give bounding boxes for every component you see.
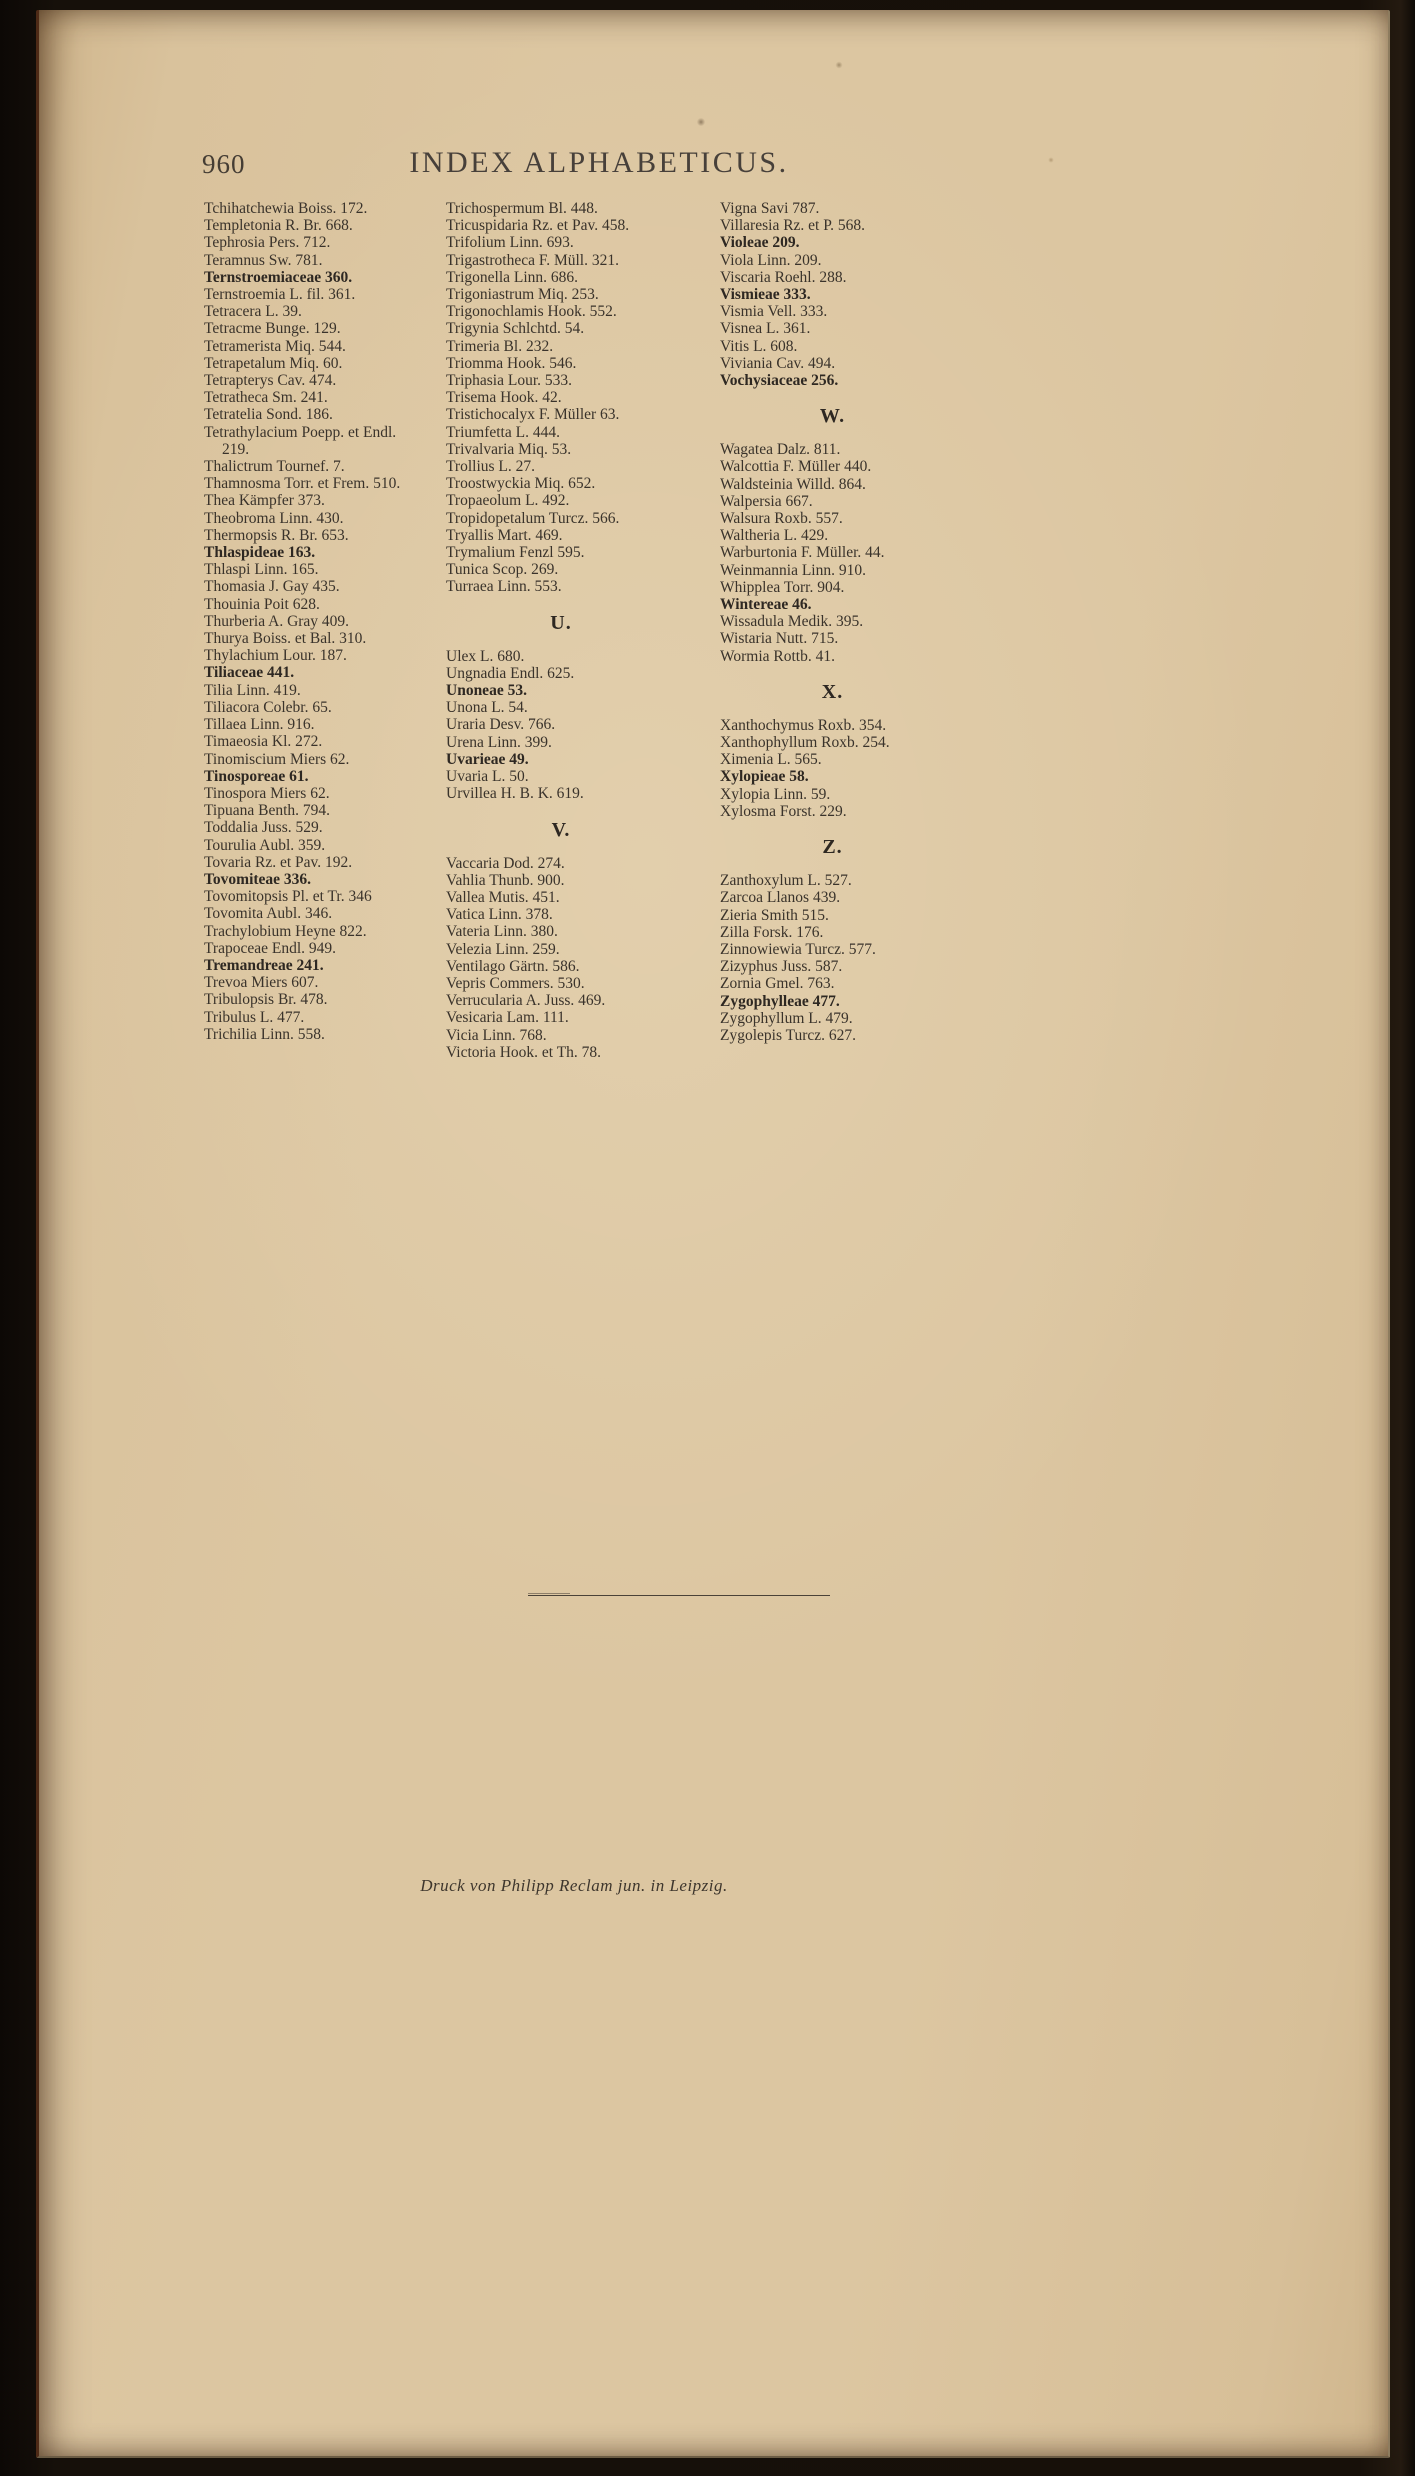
index-entry: Weinmannia Linn. 910. xyxy=(720,561,866,579)
index-entry: Tryallis Mart. 469. xyxy=(446,526,563,544)
index-entry: Trigastrotheca F. Müll. 321. xyxy=(446,251,619,269)
index-column xyxy=(720,200,945,1044)
index-entry: Tetrapterys Cav. 474. xyxy=(204,372,337,390)
index-entry: Triomma Hook. 546. xyxy=(446,354,577,372)
section-letter: U. xyxy=(550,611,572,634)
index-entry: Trigonochlamis Hook. 552. xyxy=(446,303,617,321)
index-entry: Tovomita Aubl. 346. xyxy=(204,905,333,923)
index-entry: Urena Linn. 399. xyxy=(446,733,552,751)
index-entry: Ternstroemia L. fil. 361. xyxy=(204,286,356,304)
index-entry: Vateria Linn. 380. xyxy=(446,923,558,941)
index-entry: Trigonella Linn. 686. xyxy=(446,268,579,286)
index-entry: Zanthoxylum L. 527. xyxy=(720,872,852,890)
index-entry: Tiliacora Colebr. 65. xyxy=(204,698,332,716)
index-entry: Theobroma Linn. 430. xyxy=(204,509,344,527)
index-entry: Vepris Commers. 530. xyxy=(446,974,585,992)
index-entry: Tilia Linn. 419. xyxy=(204,681,301,699)
index-entry: Thamnosma Torr. et Frem. 510. xyxy=(204,475,401,493)
index-entry: Tetrapetalum Miq. 60. xyxy=(204,354,343,372)
section-letter: Z. xyxy=(822,836,843,859)
index-entry: Tovomitopsis Pl. et Tr. 346 xyxy=(204,888,372,906)
index-entry: Thylachium Lour. 187. xyxy=(204,647,347,665)
index-entry: Vahlia Thunb. 900. xyxy=(446,871,565,889)
index-entry: Zizyphus Juss. 587. xyxy=(720,958,843,976)
index-entry: Tinomiscium Miers 62. xyxy=(204,750,350,768)
index-entry: Trifolium Linn. 693. xyxy=(446,234,574,252)
index-entry: Tchihatchewia Boiss. 172. xyxy=(204,200,368,217)
index-entry: Tetracera L. 39. xyxy=(204,303,302,321)
index-entry: Thurberia A. Gray 409. xyxy=(204,612,350,630)
index-entry: Troostwyckia Miq. 652. xyxy=(446,475,596,493)
index-entry: Trisema Hook. 42. xyxy=(446,389,562,407)
index-entry: Thalictrum Tournef. 7. xyxy=(204,458,345,476)
index-entry: Tunica Scop. 269. xyxy=(446,561,559,579)
index-entry: Uraria Desv. 766. xyxy=(446,716,556,734)
index-entry: Trevoa Miers 607. xyxy=(204,974,319,992)
index-entry: Tillaea Linn. 916. xyxy=(204,716,315,734)
index-entry: Zinnowiewia Turcz. 577. xyxy=(720,940,876,958)
index-entry: Velezia Linn. 259. xyxy=(446,940,560,958)
index-entry: Walpersia 667. xyxy=(720,492,813,510)
index-entry: Vismieae 333. xyxy=(720,286,811,304)
index-entry: Thea Kämpfer 373. xyxy=(204,492,325,510)
index-entry: Zarcoa Llanos 439. xyxy=(720,889,841,907)
index-entry: Turraea Linn. 553. xyxy=(446,578,562,596)
index-entry: Verrucularia A. Juss. 469. xyxy=(446,992,606,1010)
index-column xyxy=(204,200,409,1043)
book-page xyxy=(36,10,1390,2458)
index-entry: Toddalia Juss. 529. xyxy=(204,819,323,837)
index-entry: Villaresia Rz. et P. 568. xyxy=(720,217,866,235)
index-entry: Teramnus Sw. 781. xyxy=(204,251,323,269)
index-entry: Zieria Smith 515. xyxy=(720,906,829,924)
index-entry: Vismia Vell. 333. xyxy=(720,303,828,321)
index-entry: Violeae 209. xyxy=(720,234,800,252)
index-entry: Vicia Linn. 768. xyxy=(446,1026,547,1044)
index-entry: Wintereae 46. xyxy=(720,596,812,614)
index-entry: Trimeria Bl. 232. xyxy=(446,337,554,355)
index-entry: Tipuana Benth. 794. xyxy=(204,802,331,820)
index-entry: Visnea L. 361. xyxy=(720,320,811,338)
index-entry: Tribulopsis Br. 478. xyxy=(204,991,328,1009)
index-entry: Vaccaria Dod. 274. xyxy=(446,854,565,872)
index-entry: Victoria Hook. et Th. 78. xyxy=(446,1043,602,1061)
index-entry: Vatica Linn. 378. xyxy=(446,906,553,924)
index-entry: Tribulus L. 477. xyxy=(204,1008,305,1026)
index-entry: Ungnadia Endl. 625. xyxy=(446,664,575,682)
index-entry: Tourulia Aubl. 359. xyxy=(204,836,326,854)
footer-divider-rule xyxy=(528,1595,830,1596)
index-entry: Tephrosia Pers. 712. xyxy=(204,234,331,252)
index-entry: Ulex L. 680. xyxy=(446,647,525,665)
index-entry: Xylopieae 58. xyxy=(720,768,809,786)
index-entry: Zilla Forsk. 176. xyxy=(720,923,824,941)
index-entry: Wormia Rottb. 41. xyxy=(720,647,835,665)
index-entry: Templetonia R. Br. 668. xyxy=(204,217,353,235)
index-entry: Tetramerista Miq. 544. xyxy=(204,337,346,355)
index-entry: Waltheria L. 429. xyxy=(720,527,829,545)
index-entry: Trichospermum Bl. 448. xyxy=(446,200,598,217)
index-entry: Vesicaria Lam. 111. xyxy=(446,1009,569,1027)
index-entry: Trapoceae Endl. 949. xyxy=(204,939,337,957)
index-entry: Wistaria Nutt. 715. xyxy=(720,630,839,648)
index-entry: Trichilia Linn. 558. xyxy=(204,1025,325,1043)
index-entry: Thurya Boiss. et Bal. 310. xyxy=(204,630,367,648)
index-entry: Triumfetta L. 444. xyxy=(446,423,560,441)
index-entry: Unoneae 53. xyxy=(446,682,527,700)
index-entry: Vallea Mutis. 451. xyxy=(446,888,560,906)
index-entry: Viscaria Roehl. 288. xyxy=(720,268,847,286)
index-entry: Whipplea Torr. 904. xyxy=(720,578,845,596)
index-entry: Tovaria Rz. et Pav. 192. xyxy=(204,853,353,871)
index-entry: Trollius L. 27. xyxy=(446,458,536,476)
index-entry: Thouinia Poit 628. xyxy=(204,595,320,613)
index-entry: Unona L. 54. xyxy=(446,699,528,717)
index-entry: Walsura Roxb. 557. xyxy=(720,510,843,528)
section-letter: W. xyxy=(819,405,846,428)
page-number: 960 xyxy=(202,149,246,179)
section-letter: X. xyxy=(821,680,844,703)
index-entry: Viola Linn. 209. xyxy=(720,251,822,269)
index-entry: Xanthochymus Roxb. 354. xyxy=(720,716,887,734)
index-column xyxy=(446,200,676,1061)
index-entry: Thlaspi Linn. 165. xyxy=(204,561,319,579)
index-entry: Tinospora Miers 62. xyxy=(204,784,330,802)
printer-imprint: Druck von Philipp Reclam jun. in Leipzig. xyxy=(420,1876,728,1895)
index-entry: Timaeosia Kl. 272. xyxy=(204,733,323,751)
index-entry: Zornia Gmel. 763. xyxy=(720,975,835,993)
index-entry: Tiliaceae 441. xyxy=(204,664,295,682)
index-entry: Tricuspidaria Rz. et Pav. 458. xyxy=(446,217,630,235)
index-entry: Wissadula Medik. 395. xyxy=(720,613,864,631)
index-entry: Triphasia Lour. 533. xyxy=(446,372,573,390)
index-entry: Trachylobium Heyne 822. xyxy=(204,922,367,940)
index-entry: Tetracme Bunge. 129. xyxy=(204,320,341,338)
index-entry: Ventilago Gärtn. 586. xyxy=(446,957,580,975)
index-entry: Vitis L. 608. xyxy=(720,337,798,355)
index-entry: Tetratelia Sond. 186. xyxy=(204,406,333,424)
index-entry: Warburtonia F. Müller. 44. xyxy=(720,544,885,562)
index-entry: Trigynia Schlchtd. 54. xyxy=(446,320,585,338)
index-entry: Viviania Cav. 494. xyxy=(720,354,836,372)
index-entry: Xylopia Linn. 59. xyxy=(720,785,831,803)
index-entry: Trivalvaria Miq. 53. xyxy=(446,440,572,458)
index-entry: Tremandreae 241. xyxy=(204,956,324,974)
page-title: INDEX ALPHABETICUS. xyxy=(409,146,789,179)
index-entry: Zygophylleae 477. xyxy=(720,992,840,1010)
index-entry: Ternstroemiaceae 360. xyxy=(204,268,353,286)
index-entry: Tinosporeae 61. xyxy=(204,767,309,785)
index-entry: Thlaspideae 163. xyxy=(204,544,316,562)
index-entry: Walcottia F. Müller 440. xyxy=(720,458,872,476)
section-letter: V. xyxy=(551,818,571,841)
index-entry: Waldsteinia Willd. 864. xyxy=(720,475,866,493)
index-entry: Trigoniastrum Miq. 253. xyxy=(446,286,599,304)
index-entry: Vigna Savi 787. xyxy=(720,200,820,217)
index-entry: Urvillea H. B. K. 619. xyxy=(446,785,584,803)
index-entry: Xanthophyllum Roxb. 254. xyxy=(720,734,890,752)
index-entry: Tristichocalyx F. Müller 63. xyxy=(446,406,620,424)
index-entry: Thermopsis R. Br. 653. xyxy=(204,526,349,544)
index-entry: Wagatea Dalz. 811. xyxy=(720,441,841,459)
index-entry: Vochysiaceae 256. xyxy=(720,372,839,390)
index-entry: Thomasia J. Gay 435. xyxy=(204,578,340,596)
index-entry: Tovomiteae 336. xyxy=(204,870,312,888)
index-entry: Trymalium Fenzl 595. xyxy=(446,544,585,562)
index-entry: Uvaria L. 50. xyxy=(446,768,529,786)
index-entry: Tropidopetalum Turcz. 566. xyxy=(446,509,620,527)
index-entry: Zygolepis Turcz. 627. xyxy=(720,1026,857,1044)
index-entry: Tetratheca Sm. 241. xyxy=(204,389,328,407)
index-entry: Tropaeolum L. 492. xyxy=(446,492,570,510)
index-entry: Xylosma Forst. 229. xyxy=(720,802,847,820)
index-entry: Uvarieae 49. xyxy=(446,750,529,768)
index-entry: Tetrathylacium Poepp. et Endl. 219. xyxy=(204,423,397,458)
index-entry: Ximenia L. 565. xyxy=(720,751,822,769)
index-entry: Zygophyllum L. 479. xyxy=(720,1009,853,1027)
